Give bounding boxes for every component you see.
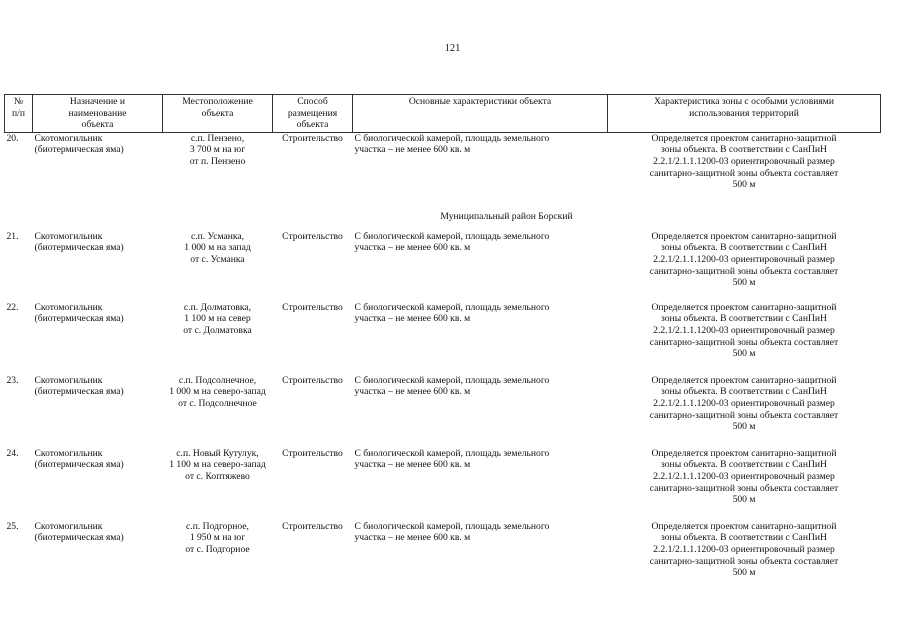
table-header-row [5, 95, 881, 133]
table-row [5, 302, 881, 375]
page-number: 121 [444, 43, 461, 54]
object-characteristics: С биологической камерой, площадь земельного участка – не менее 600 кв. м [354, 520, 550, 544]
header-purpose-name: Назначение и наименование объекта [33, 95, 163, 133]
object-characteristics: С биологической камерой, площадь земельного участка – не менее 600 кв. м [354, 301, 550, 325]
object-name: Скотомогильник (биотермическая яма) [34, 374, 124, 398]
row-number: 23. [6, 374, 19, 386]
zone-characteristics: Определяется проектом санитарно-защитной зоны объекта. В соответствии с СанПиН 2.2.1/2.1.1.1200-03 ориентировочный размер санитарно-защитной зоны объекта составляет 500 м [649, 230, 839, 289]
table-row [5, 132, 881, 205]
object-characteristics: С биологической камерой, площадь земельного участка – не менее 600 кв. м [354, 374, 550, 398]
object-location: с.п. Подсолнечное, 1 000 м на северо-запад от с. Подсолнечное [169, 374, 266, 409]
row-number: 22. [6, 301, 19, 313]
row-number: 21. [6, 230, 19, 242]
zone-characteristics: Определяется проектом санитарно-защитной зоны объекта. В соответствии с СанПиН 2.2.1/2.1.1.1200-03 ориентировочный размер санитарно-защитной зоны объекта составляет 500 м [649, 520, 839, 579]
placement-method: Строительство [282, 301, 343, 313]
object-location: с.п. Подгорное, 1 950 м на юг от с. Подгорное [185, 520, 250, 555]
object-name: Скотомогильник (биотермическая яма) [34, 520, 124, 544]
object-name: Скотомогильник (биотермическая яма) [34, 447, 124, 471]
object-characteristics: С биологической камерой, площадь земельного участка – не менее 600 кв. м [354, 447, 550, 471]
table-row [5, 229, 881, 302]
row-number: 20. [6, 132, 19, 144]
row-number: 24. [6, 447, 19, 459]
placement-method: Строительство [282, 520, 343, 532]
table-row [5, 375, 881, 448]
object-name: Скотомогильник (биотермическая яма) [34, 230, 124, 254]
zone-characteristics: Определяется проектом санитарно-защитной зоны объекта. В соответствии с СанПиН 2.2.1/2.1.1.1200-03 ориентировочный размер санитарно-защитной зоны объекта составляет 500 м [649, 132, 839, 191]
placement-method: Строительство [282, 447, 343, 459]
header-characteristics: Основные характеристики объекта [353, 95, 608, 133]
zone-characteristics: Определяется проектом санитарно-защитной зоны объекта. В соответствии с СанПиН 2.2.1/2.1.1.1200-03 ориентировочный размер санитарно-защитной зоны объекта составляет 500 м [649, 374, 839, 433]
section-row [5, 205, 881, 229]
object-location: с.п. Новый Кутулук, 1 100 м на северо-запад от с. Коптяжево [169, 447, 266, 482]
object-characteristics: С биологической камерой, площадь земельного участка – не менее 600 кв. м [354, 230, 550, 254]
objects-table [4, 94, 881, 594]
object-location: с.п. Долматовка, 1 100 м на север от с. Долматовка [183, 301, 252, 336]
object-name: Скотомогильник (биотермическая яма) [34, 301, 124, 325]
object-location: с.п. Пензено, 3 700 м на юг от п. Пензено [189, 132, 246, 167]
object-location: с.п. Усманка, 1 000 м на запад от с. Усманка [184, 230, 251, 265]
row-number: 25. [6, 520, 19, 532]
placement-method: Строительство [282, 132, 343, 144]
object-characteristics: С биологической камерой, площадь земельного участка – не менее 600 кв. м [354, 132, 550, 156]
placement-method: Строительство [282, 230, 343, 242]
object-name: Скотомогильник (биотермическая яма) [34, 132, 124, 156]
header-number: № п/п [5, 95, 33, 133]
table-row [5, 521, 881, 594]
zone-characteristics: Определяется проектом санитарно-защитной зоны объекта. В соответствии с СанПиН 2.2.1/2.1.1.1200-03 ориентировочный размер санитарно-защитной зоны объекта составляет 500 м [649, 301, 839, 360]
placement-method: Строительство [282, 374, 343, 386]
header-location: Местоположение объекта [163, 95, 273, 133]
header-zone: Характеристика зоны с особыми условиями использования территорий [608, 95, 881, 133]
header-placement-method: Способ размещения объекта [273, 95, 353, 133]
zone-characteristics: Определяется проектом санитарно-защитной зоны объекта. В соответствии с СанПиН 2.2.1/2.1.1.1200-03 ориентировочный размер санитарно-защитной зоны объекта составляет 500 м [649, 447, 839, 506]
section-title: Муниципальный район Борский [440, 210, 573, 222]
table-row [5, 448, 881, 521]
